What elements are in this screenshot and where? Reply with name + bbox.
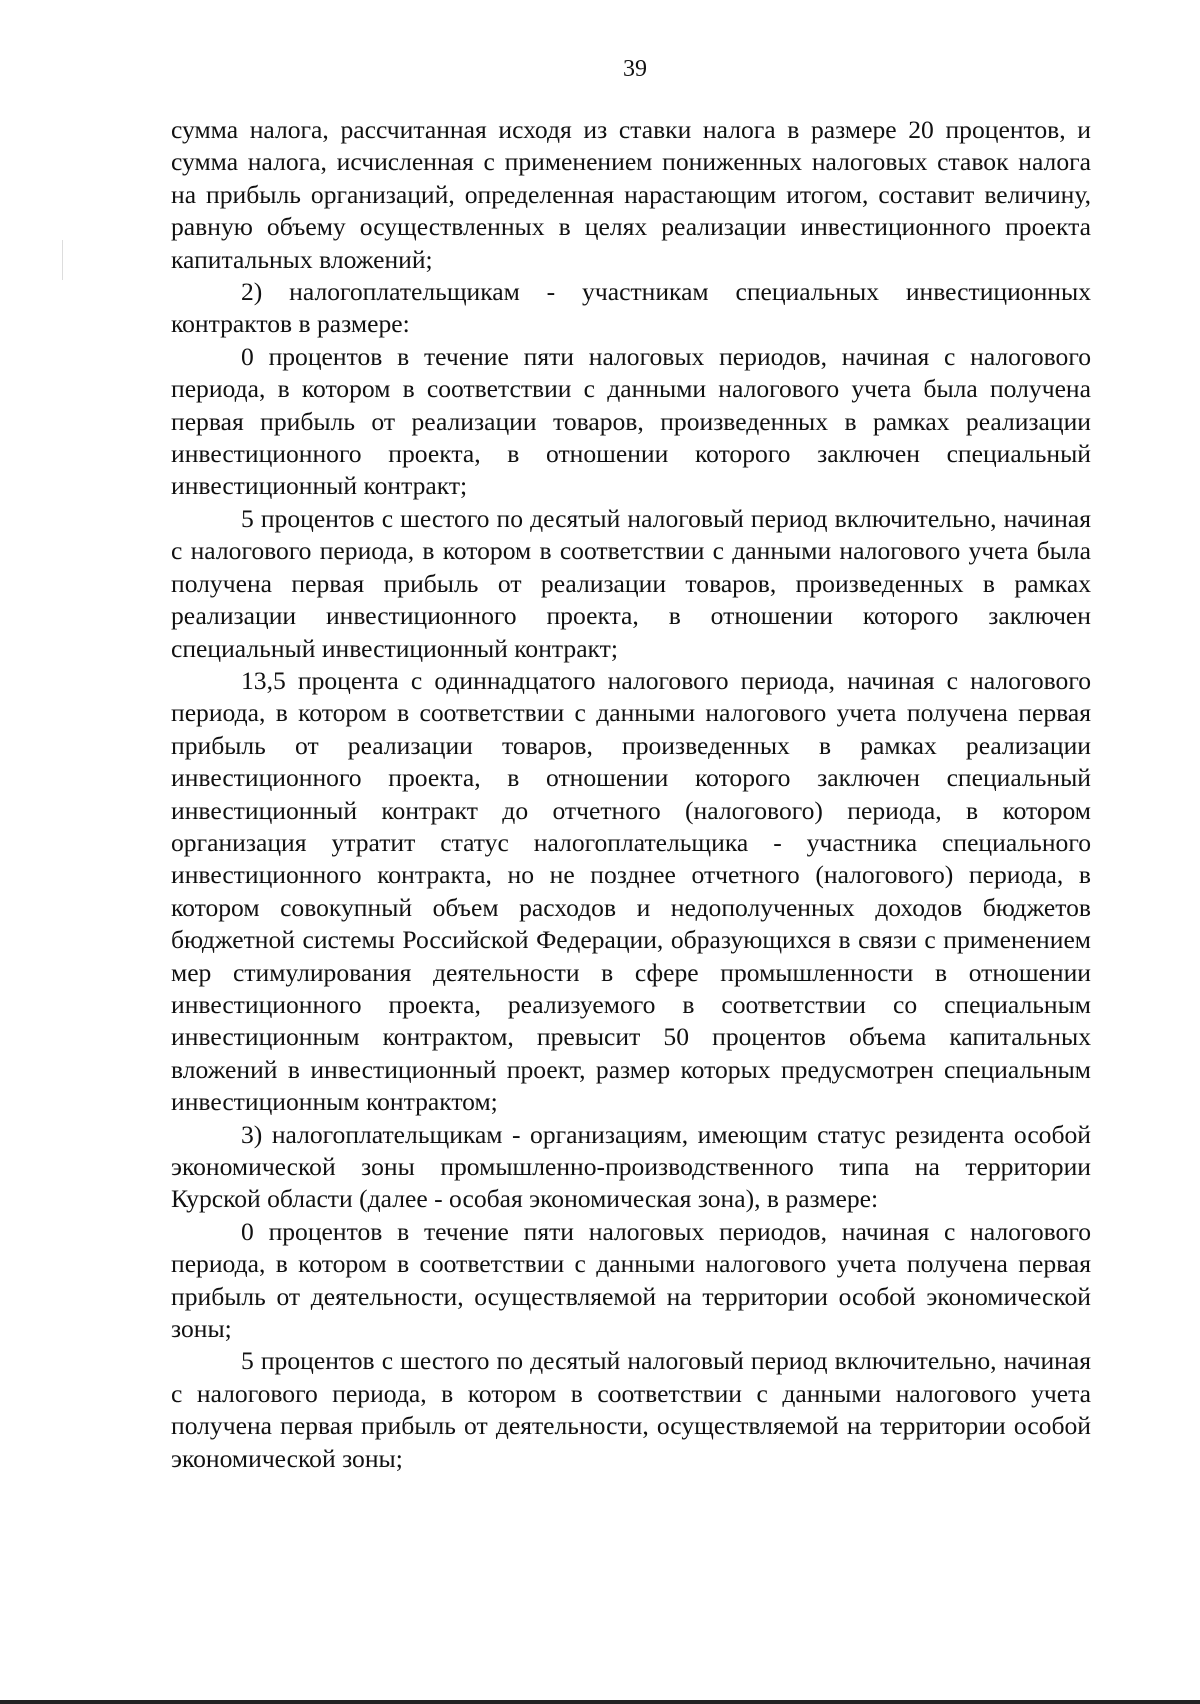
paragraph-item-2-rate-5: 5 процентов с шестого по десятый налоговый период включительно, начиная с налогового периода, в котором в соответствии с данными налогового учета была получена первая прибыль от реализации товаров, произведенных в рамках реализации инвестиционного проекта, в отношении которого заключен специальный инвестиционный контракт; [171,503,1091,663]
paragraph-item-3-rate-5: 5 процентов с шестого по десятый налоговый период включительно, начиная с налогового периода, в котором в соответствии с данными налогового учета получена первая прибыль от деятельности, осуществляемой на территории особой экономической зоны; [171,1346,1091,1473]
scan-margin-mark [62,240,63,280]
paragraph-item-2: 2) налогоплательщикам - участникам специальных инвестиционных контрактов в размере: [171,277,1091,339]
paragraph-item-3: 3) налогоплательщикам - организациям, имеющим статус резидента особой экономической зоны промышленно-производственного типа на территории Курской области (далее - особая экономическая зона), в размере: [171,1119,1091,1214]
paragraph-item-2-rate-13-5: 13,5 процента с одиннадцатого налогового периода, начиная с налогового периода, в котором в соответствии с данными налогового учета получена первая прибыль от реализации товаров, произведенных в рамках реализации инвестиционного проекта, в отношении которого заключен специальный инвестиционный контракт до отчетного (налогового) периода, в котором организация утратит статус налогоплательщика - участника специального инвестиционного контракта, но не позднее отчетного (налогового) периода, в котором совокупный объем расходов и недополученных доходов бюджетов бюджетной системы Российской Федерации, образующихся в связи с применением мер стимулирования деятельности в сфере промышленности в отношении инвестиционного проекта, реализуемого в соответствии со специальным инвестиционным контрактом, превысит 50 процентов объема капитальных вложений в инвестиционный проект, размер которых предусмотрен специальным инвестиционным контрактом; [171,665,1091,1117]
document-body [171,114,1091,1475]
paragraph-item-2-rate-0: 0 процентов в течение пяти налоговых периодов, начиная с налогового периода, в котором в соответствии с данными налогового учета была получена первая прибыль от реализации товаров, произведенных в рамках реализации инвестиционного проекта, в отношении которого заключен специальный инвестиционный контракт; [171,341,1091,501]
scan-bottom-edge [0,1700,1200,1704]
paragraph-continuation: сумма налога, рассчитанная исходя из ставки налога в размере 20 процентов, и сумма налога, исчисленная с применением пониженных налоговых ставок налога на прибыль организаций, определенная нарастающим итогом, составит величину, равную объему осуществленных в целях реализации инвестиционного проекта капитальных вложений; [171,115,1091,274]
page-number: 39 [623,56,647,82]
paragraph-item-3-rate-0: 0 процентов в течение пяти налоговых периодов, начиная с налогового периода, в котором в соответствии с данными налогового учета получена первая прибыль от деятельности, осуществляемой на территории особой экономической зоны; [171,1216,1091,1344]
